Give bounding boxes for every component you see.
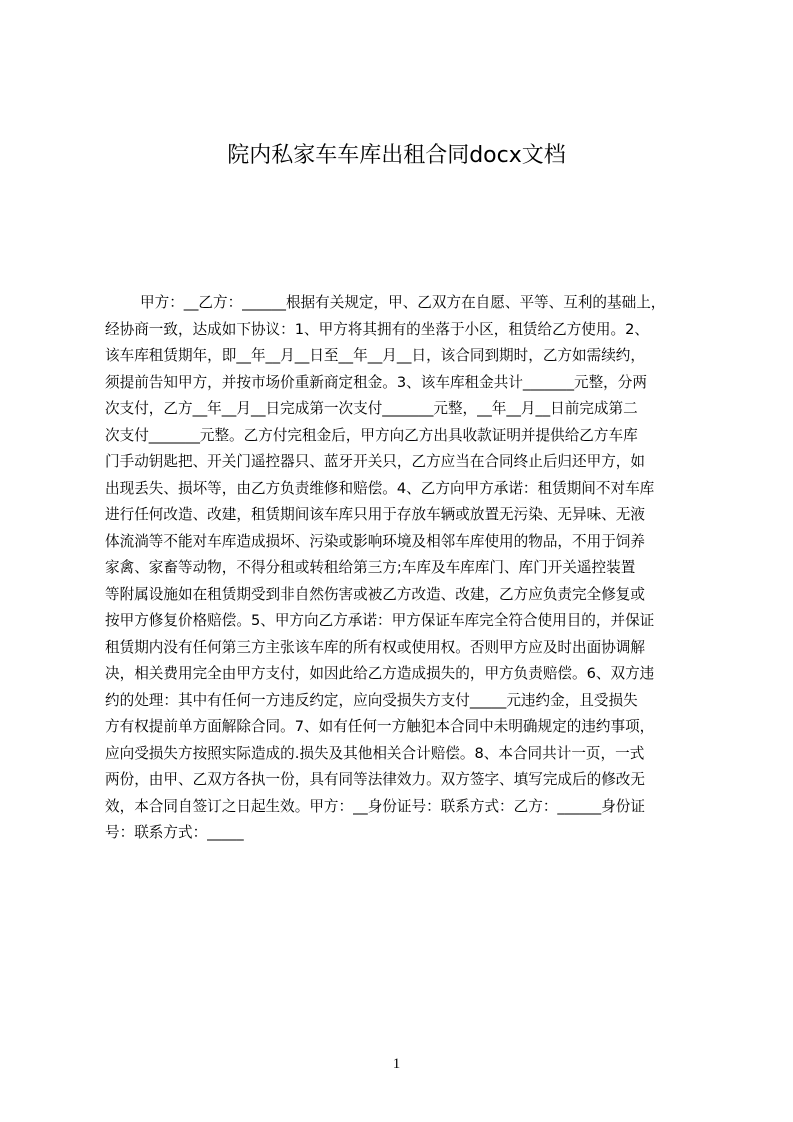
paragraph-line: 租赁期内没有任何第三方主张该车库的所有权或使用权。否则甲方应及时出面协调解	[105, 638, 645, 656]
paragraph-line: 按甲方修复价格赔偿。5、甲方向乙方承诺：甲方保证车库完全符合使用目的，并保证	[105, 612, 655, 629]
paragraph-line: 体流淌等不能对车库造成损坏、污染或影响环境及相邻车库使用的物品，不用于饲养	[105, 532, 645, 550]
paragraph-line: 应向受损失方按照实际造成的.损失及其他相关合计赔偿。8、本合同共计一页，一式	[105, 744, 645, 762]
contract-body	[105, 290, 696, 847]
paragraph-line: 次支付_______元整。乙方付完租金后，甲方向乙方出具收款证明并提供给乙方车库	[105, 426, 638, 444]
paragraph-line: 门手动钥匙把、开关门遥控器只、蓝牙开关只，乙方应当在合同终止后归还甲方，如	[105, 453, 645, 470]
page-number: 1	[392, 1056, 401, 1072]
paragraph-line: 决，相关费用完全由甲方支付，如因此给乙方造成损失的，甲方负责赔偿。6、双方违	[105, 665, 655, 682]
paragraph-line: 号：联系方式：_____	[105, 824, 244, 841]
paragraph-line: 两份，由甲、乙双方各执一份，具有同等法律效力。双方签字、填写完成后的修改无	[105, 771, 645, 788]
paragraph-line: 经协商一致，达成如下协议：1、甲方将其拥有的坐落于小区，租赁给乙方使用。2、	[105, 320, 649, 338]
paragraph-line: 进行任何改造、改建，租赁期间该车库只用于存放车辆或放置无污染、无异味、无液	[105, 506, 645, 523]
paragraph-line: 该车库租赁期年，即__年__月__日至__年__月__日，该合同到期时，乙方如需续约，	[105, 347, 645, 364]
paragraph-line: 方有权提前单方面解除合同。7、如有任何一方触犯本合同中未明确规定的违约事项，	[105, 718, 655, 735]
paragraph-line: 约的处理：其中有任何一方违反约定，应向受损失方支付_____元违约金，且受损失	[105, 691, 638, 709]
paragraph-line: 家禽、家畜等动物，不得分租或转租给第三方;车库及车库库门、库门开关遥控装置	[105, 559, 636, 576]
paragraph-line: 等附属设施如在租赁期受到非自然伤害或被乙方改造、改建，乙方应负责完全修复或	[105, 585, 645, 603]
paragraph-line: 须提前告知甲方，并按市场价重新商定租金。3、该车库租金共计_______元整，分两	[105, 373, 647, 391]
paragraph-line: 效，本合同自签订之日起生效。甲方：__身份证号：联系方式：乙方：______身份证	[105, 797, 645, 815]
document-title: 院内私家车车库出租合同docx文档	[227, 143, 566, 168]
paragraph-line: 甲方：__乙方：______根据有关规定，甲、乙双方在自愿、平等、互利的基础上，	[140, 294, 666, 311]
paragraph-line: 出现丢失、损坏等，由乙方负责维修和赔偿。4、乙方向甲方承诺：租赁期间不对车库	[105, 479, 655, 497]
paragraph-line: 次支付，乙方__年__月__日完成第一次支付_______元整，__年__月__日前完成第二	[105, 400, 638, 417]
